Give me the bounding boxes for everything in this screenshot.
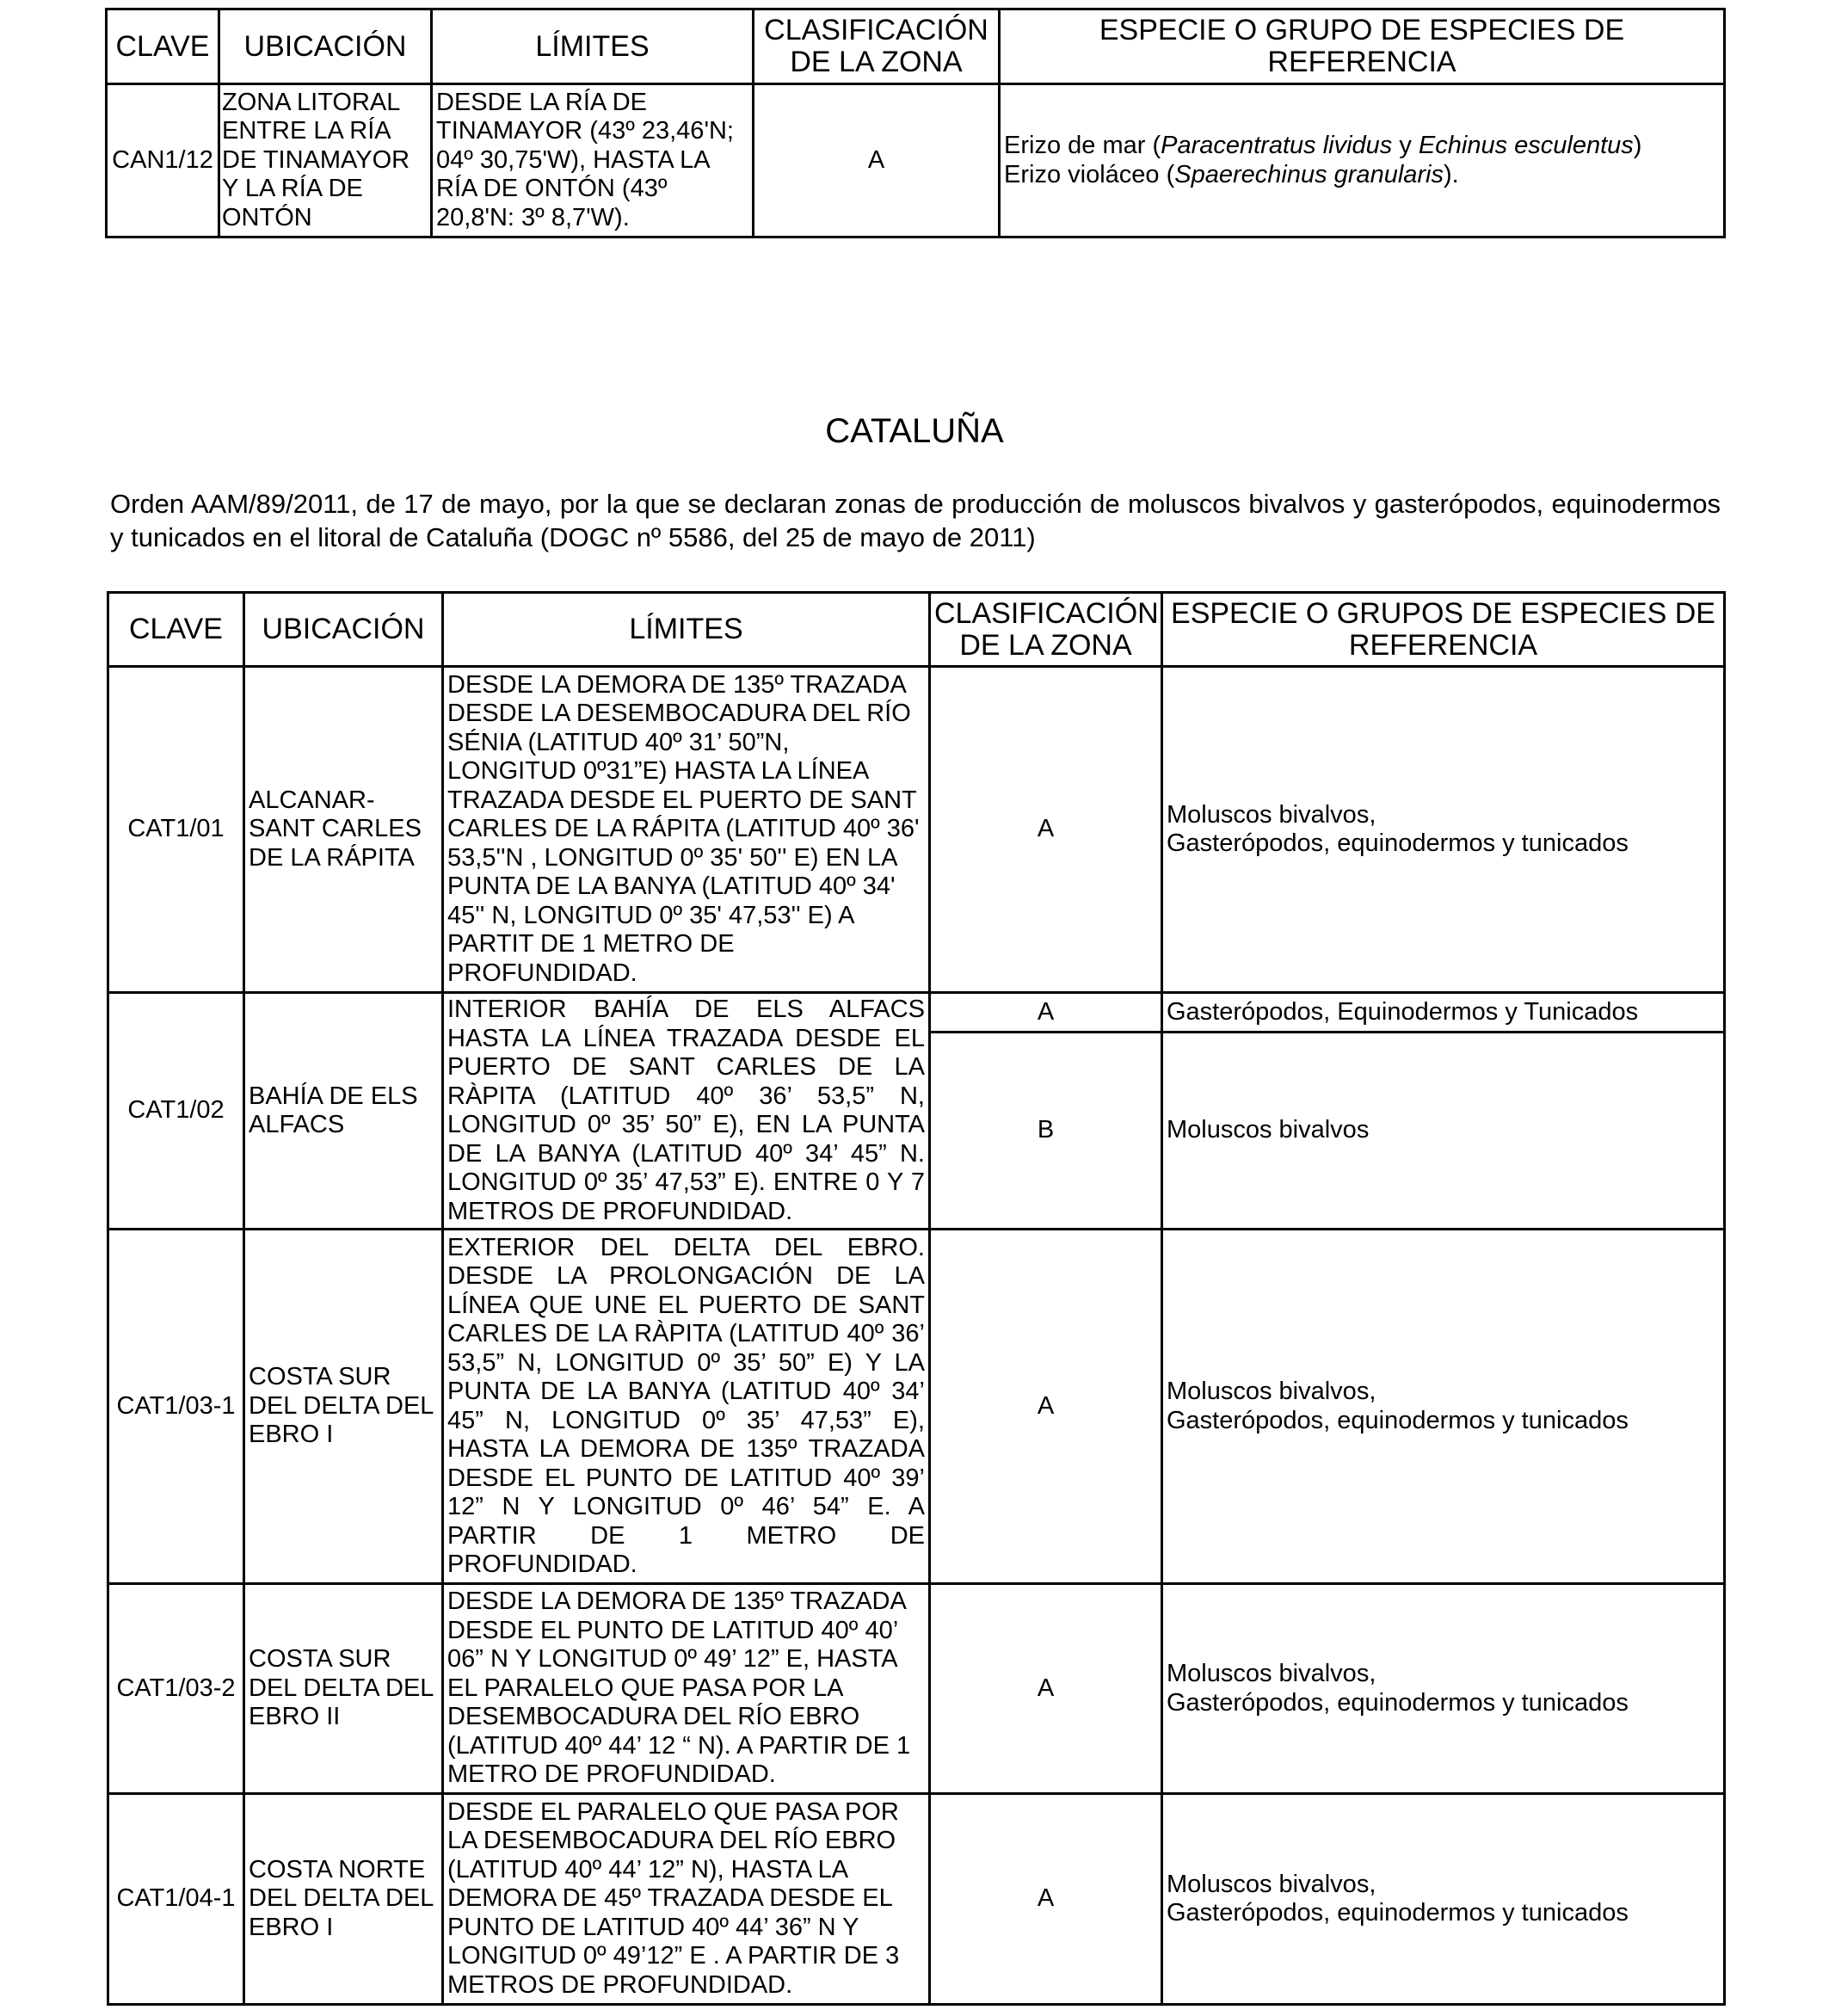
cell-especie: Moluscos bivalvos, Gasterópodos, equinodermos y tunicados — [1162, 1794, 1725, 2005]
header-especie: ESPECIE O GRUPOS DE ESPECIES DE REFERENCIA — [1162, 593, 1725, 667]
cell-clasificacion: A — [754, 84, 1000, 237]
table-row — [108, 1230, 1725, 1584]
cell-clave: CAT1/03-1 — [108, 1230, 244, 1584]
cell-especie: Moluscos bivalvos, Gasterópodos, equinodermos y tunicados — [1162, 1584, 1725, 1794]
cell-clave: CAT1/04-1 — [108, 1794, 244, 2005]
cell-clave: CAN1/12 — [107, 84, 219, 237]
table-row — [108, 1584, 1725, 1794]
table-row — [108, 1794, 1725, 2005]
section-title: CATALUÑA — [825, 412, 1004, 450]
cell-limites: DESDE LA RÍA DE TINAMAYOR (43º 23,46'N; 04º 30,75'W), HASTA LA RÍA DE ONTÓN (43º 20,8'N: 3º 8,7'W). — [432, 84, 754, 237]
table-row — [108, 993, 1725, 1033]
header-clave: CLAVE — [108, 593, 244, 667]
table-header-row — [107, 9, 1725, 84]
especie-line-1: Erizo de mar (Paracentratus lividus y Echinus esculentus) — [1004, 132, 1642, 159]
cell-clasificacion: A — [930, 993, 1162, 1033]
cell-ubicacion: COSTA NORTE DEL DELTA DEL EBRO I — [244, 1794, 443, 2005]
cell-especie: Moluscos bivalvos, Gasterópodos, equinodermos y tunicados — [1162, 1230, 1725, 1584]
cell-especie: Gasterópodos, Equinodermos y Tunicados — [1162, 993, 1725, 1033]
cantabria-zones-table — [105, 8, 1726, 238]
cell-clasificacion: A — [930, 1584, 1162, 1794]
cell-ubicacion: COSTA SUR DEL DELTA DEL EBRO I — [244, 1230, 443, 1584]
cell-ubicacion: ZONA LITORAL ENTRE LA RÍA DE TINAMAYOR Y LA RÍA DE ONTÓN — [219, 84, 432, 237]
table-row — [107, 84, 1725, 237]
cell-limites: DESDE LA DEMORA DE 135º TRAZADA DESDE EL PUNTO DE LATITUD 40º 40’ 06” N Y LONGITUD 0º 49’ 12” E, HASTA EL PARALELO QUE PASA POR LA DESEMBOCADURA DEL RÍO EBRO (LATITUD 40º 44’ 12 “ N). A PARTIR DE 1 METRO DE PROFUNDIDAD. — [443, 1584, 930, 1794]
cell-especie — [1000, 84, 1725, 237]
cell-ubicacion: BAHÍA DE ELS ALFACS — [244, 993, 443, 1230]
cell-clave: CAT1/03-2 — [108, 1584, 244, 1794]
header-especie: ESPECIE O GRUPO DE ESPECIES DE REFERENCIA — [1000, 9, 1725, 84]
cell-limites: EXTERIOR DEL DELTA DEL EBRO. DESDE LA PROLONGACIÓN DE LA LÍNEA QUE UNE EL PUERTO DE SANT CARLES DE LA RÀPITA (LATITUD 40º 36’ 53,5” N, LONGITUD 0º 35’ 50” E) Y LA PUNTA DE LA BANYA (LATITUD 40º 34’ 45” N, LONGITUD 0º 35’ 47,53” E), HASTA LA DEMORA DE 135º TRAZADA DESDE EL PUNTO DE LATITUD 40º 39’ 12” N Y LONGITUD 0º 46’ 54” E. A PARTIR DE 1 METRO DE PROFUNDIDAD. — [443, 1230, 930, 1584]
cell-limites: DESDE LA DEMORA DE 135º TRAZADA DESDE LA DESEMBOCADURA DEL RÍO SÉNIA (LATITUD 40º 31’ 50”N, LONGITUD 0º31”E) HASTA LA LÍNEA TRAZADA DESDE EL PUERTO DE SANT CARLES DE LA RÁPITA (LATITUD 40º 36' 53,5''N , LONGITUD 0º 35' 50'' E) EN LA PUNTA DE LA BANYA (LATITUD 40º 34' 45'' N, LONGITUD 0º 35' 47,53'' E) A PARTIT DE 1 METRO DE PROFUNDIDAD. — [443, 667, 930, 993]
cell-clasificacion: B — [930, 1033, 1162, 1230]
cell-especie: Moluscos bivalvos, Gasterópodos, equinodermos y tunicados — [1162, 667, 1725, 993]
cell-limites: DESDE EL PARALELO QUE PASA POR LA DESEMBOCADURA DEL RÍO EBRO (LATITUD 40º 44’ 12” N), HASTA LA DEMORA DE 45º TRAZADA DESDE EL PUNTO DE LATITUD 40º 44’ 36” N Y LONGITUD 0º 49’12” E . A PARTIR DE 3 METROS DE PROFUNDIDAD. — [443, 1794, 930, 2005]
cell-clasificacion: A — [930, 1230, 1162, 1584]
cell-limites: INTERIOR BAHÍA DE ELS ALFACS HASTA LA LÍNEA TRAZADA DESDE EL PUERTO DE SANT CARLES DE LA RÀPITA (LATITUD 40º 36’ 53,5” N, LONGITUD 0º 35’ 50” E), EN LA PUNTA DE LA BANYA (LATITUD 40º 34’ 45” N. LONGITUD 0º 35’ 47,53” E). ENTRE 0 Y 7 METROS DE PROFUNDIDAD. — [443, 993, 930, 1230]
table-header-row — [108, 593, 1725, 667]
header-limites: LÍMITES — [443, 593, 930, 667]
cell-ubicacion: COSTA SUR DEL DELTA DEL EBRO II — [244, 1584, 443, 1794]
table-row — [108, 667, 1725, 993]
cell-clasificacion: A — [930, 1794, 1162, 2005]
header-clave: CLAVE — [107, 9, 219, 84]
intro-paragraph: Orden AAM/89/2011, de 17 de mayo, por la que se declaran zonas de producción de moluscos bivalvos y gasterópodos, equinodermos y tunicados en el litoral de Cataluña (DOGC nº 5586, del 25 de mayo de 2011) — [110, 489, 1721, 552]
especie-line-2: Erizo violáceo (Spaerechinus granularis). — [1004, 160, 1459, 188]
cell-especie: Moluscos bivalvos — [1162, 1033, 1725, 1230]
header-limites: LÍMITES — [432, 9, 754, 84]
header-ubicacion: UBICACIÓN — [244, 593, 443, 667]
cell-clasificacion: A — [930, 667, 1162, 993]
header-clasificacion: CLASIFICACIÓN DE LA ZONA — [930, 593, 1162, 667]
header-clasificacion: CLASIFICACIÓN DE LA ZONA — [754, 9, 1000, 84]
header-ubicacion: UBICACIÓN — [219, 9, 432, 84]
cell-clave: CAT1/02 — [108, 993, 244, 1230]
cell-ubicacion: ALCANAR-SANT CARLES DE LA RÁPITA — [244, 667, 443, 993]
cell-clave: CAT1/01 — [108, 667, 244, 993]
cataluna-zones-table — [107, 591, 1726, 2006]
